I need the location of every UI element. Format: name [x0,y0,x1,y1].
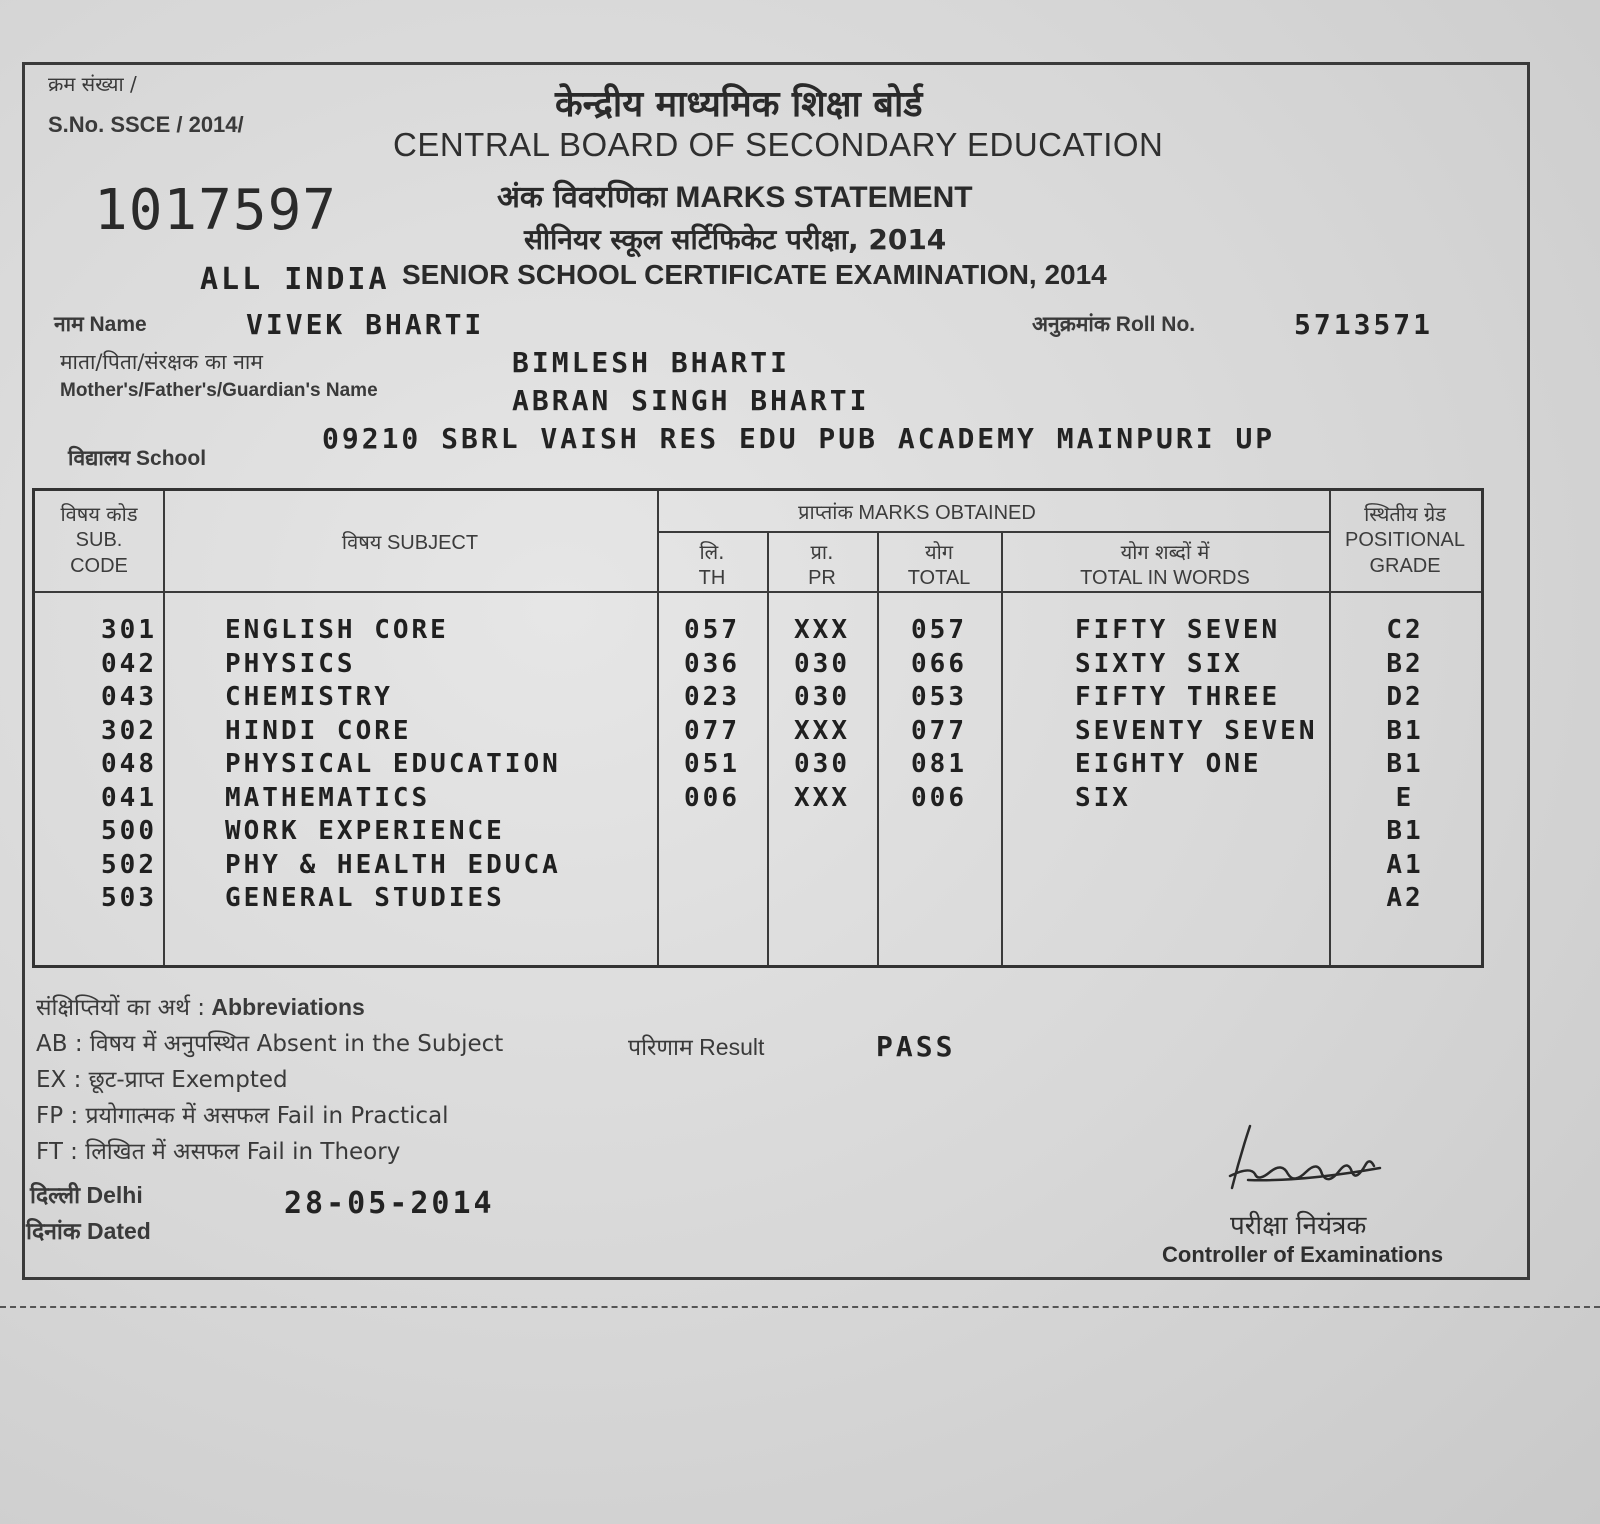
header-total-in-words [1001,539,1329,591]
abbreviations-title [36,990,365,1022]
header-words-english: TOTAL IN WORDS [1080,567,1250,589]
place-label [30,1178,143,1210]
name-label-hindi: नाम [54,312,84,336]
dated-label [26,1214,151,1246]
header-positional-grade [1329,501,1481,579]
cell-subject: GENERAL STUDIES [225,883,505,913]
header-sub-code [35,501,163,579]
exam-prefix: ALL INDIA [200,262,390,297]
header-subject [163,529,657,556]
marks-header-divider [657,531,1329,533]
cell-subject: PHYSICS [225,648,356,679]
place-label-english: Delhi [86,1182,143,1208]
cell-pr: 030 [794,648,850,679]
abbreviation-fp: FP : प्रयोगात्मक में असफल Fail in Practical [36,1103,449,1129]
statement-title-hindi: अंक विवरणिका [497,180,668,215]
header-total [877,539,1001,591]
dated-label-hindi: दिनांक [26,1219,81,1245]
result-label-hindi: परिणाम [628,1035,693,1061]
cell-words: FIFTY THREE [1075,682,1281,712]
controller-title: Controller of Examinations [1162,1242,1444,1267]
cell-total: 057 [911,615,967,645]
header-row-divider [35,591,1481,593]
header-sub-code-hindi: विषय कोड [60,502,138,526]
board-name-hindi: केन्द्रीय माध्यमिक शिक्षा बोर्ड [555,84,923,125]
cell-grade: A1 [1386,849,1424,880]
perforation-line [0,1306,1600,1308]
cell-th: 057 [684,615,740,645]
cell-total: 077 [911,715,967,746]
serial-number: 1017597 [94,178,338,243]
serial-label-hindi: क्रम संख्या / [48,72,137,96]
cell-subject: ENGLISH CORE [225,615,449,645]
header-pr-english: PR [808,567,836,589]
statement-title-english: MARKS STATEMENT [675,181,973,214]
school-label [68,444,206,472]
parent-label-hindi: माता/पिता/संरक्षक का नाम [60,350,263,374]
header-th-hindi: लि. [699,540,725,564]
header-th [657,539,767,591]
header-total-english: TOTAL [907,567,971,589]
cell-grade: B1 [1386,749,1424,779]
cell-pr: 030 [794,749,850,779]
cell-total: 066 [911,648,967,679]
header-grade-hindi: स्थितीय ग्रेड [1364,502,1446,526]
header-marks-hindi: प्राप्तांक [798,500,853,524]
mother-name: BIMLESH BHARTI [512,346,791,379]
cell-pr: XXX [794,782,850,813]
school-label-hindi: विद्यालय [68,446,131,470]
cell-words: SIX [1075,782,1131,813]
cell-words: SEVENTY SEVEN [1075,715,1318,746]
cell-words: SIXTY SIX [1075,648,1243,679]
header-th-english: TH [698,567,726,589]
cell-total: 081 [911,749,967,779]
cell-code: 503 [101,883,157,913]
cell-code: 301 [101,615,157,645]
abbreviations-title-hindi: संक्षिप्तियों का अर्थ : [36,995,206,1021]
header-pr [767,539,877,591]
cell-th: 006 [684,782,740,813]
result-label [628,1030,764,1062]
header-subject-hindi: विषय [341,530,382,554]
cell-code: 042 [101,648,157,679]
marks-table [32,488,1484,968]
cell-code: 502 [101,849,157,880]
cell-th: 036 [684,648,740,679]
roll-label-hindi: अनुक्रमांक [1032,312,1110,336]
place-label-hindi: दिल्ली [30,1183,81,1209]
candidate-name: VIVEK BHARTI [246,308,485,341]
header-sub-code-english: SUB. CODE [70,529,128,577]
cell-subject: WORK EXPERIENCE [225,816,505,846]
column-divider [1001,531,1003,965]
cell-th: 077 [684,715,740,746]
abbreviation-ft: FT : लिखित में असफल Fail in Theory [36,1139,401,1165]
statement-title [497,175,973,216]
cell-th: 051 [684,749,740,779]
board-name: CENTRAL BOARD OF SECONDARY EDUCATION [393,126,1164,163]
header-words-hindi: योग शब्दों में [1120,540,1210,564]
controller-title-hindi: परीक्षा नियंत्रक [1230,1211,1367,1241]
parent-label: Mother's/Father's/Guardian's Name [60,380,378,401]
cell-grade: A2 [1386,883,1424,913]
cell-words: EIGHTY ONE [1075,749,1262,779]
cell-code: 500 [101,816,157,846]
cell-code: 302 [101,715,157,746]
header-subject-english: SUBJECT [386,532,479,554]
name-label-english: Name [89,313,147,336]
cell-pr: 030 [794,682,850,712]
cell-code: 043 [101,682,157,712]
roll-label [1032,310,1195,338]
roll-number: 5713571 [1294,308,1434,341]
cell-code: 041 [101,782,157,813]
column-divider [163,491,165,965]
cell-grade: D2 [1386,682,1424,712]
cell-grade: B1 [1386,715,1424,746]
cell-subject: PHYSICAL EDUCATION [225,749,561,779]
father-name: ABRAN SINGH BHARTI [512,384,870,417]
abbreviation-ex: EX : छूट-प्राप्त Exempted [36,1067,288,1093]
result-label-english: Result [699,1034,765,1060]
cell-total: 006 [911,782,967,813]
issue-date: 28-05-2014 [284,1186,495,1221]
cell-subject: HINDI CORE [225,715,412,746]
abbreviation-ab: AB : विषय में अनुपस्थित Absent in the Subject [36,1031,504,1057]
exam-name-hindi: सीनियर स्कूल सर्टिफिकेट परीक्षा, 2014 [524,223,947,256]
cell-subject: MATHEMATICS [225,782,431,813]
dated-label-english: Dated [86,1218,151,1244]
header-marks-obtained [657,499,1177,526]
exam-name: SENIOR SCHOOL CERTIFICATE EXAMINATION, 2014 [402,259,1107,290]
cell-pr: XXX [794,615,850,645]
school-name: 09210 SBRL VAISH RES EDU PUB ACADEMY MAINPURI UP [322,422,1276,455]
header-marks-english: MARKS OBTAINED [858,502,1036,524]
cell-th: 023 [684,682,740,712]
header-pr-hindi: प्रा. [810,540,834,564]
cell-total: 053 [911,682,967,712]
roll-label-english: Roll No. [1115,313,1196,336]
cell-words: FIFTY SEVEN [1075,615,1281,645]
cell-grade: B2 [1386,648,1424,679]
column-divider [767,531,769,965]
cell-pr: XXX [794,715,850,746]
serial-label: S.No. SSCE / 2014/ [48,112,244,137]
cell-grade: B1 [1386,816,1424,846]
header-grade-english: POSITIONAL GRADE [1344,529,1466,577]
result-value: PASS [876,1030,956,1063]
school-label-english: School [136,447,207,470]
header-total-hindi: योग [924,540,954,564]
column-divider [877,531,879,965]
cell-code: 048 [101,749,157,779]
cell-grade: E [1395,782,1415,813]
controller-signature [1210,1116,1410,1206]
abbreviations-title-english: Abbreviations [211,994,365,1020]
cell-grade: C2 [1386,615,1424,645]
name-label [54,310,147,338]
cell-subject: CHEMISTRY [225,682,393,712]
cell-subject: PHY & HEALTH EDUCA [225,849,561,880]
